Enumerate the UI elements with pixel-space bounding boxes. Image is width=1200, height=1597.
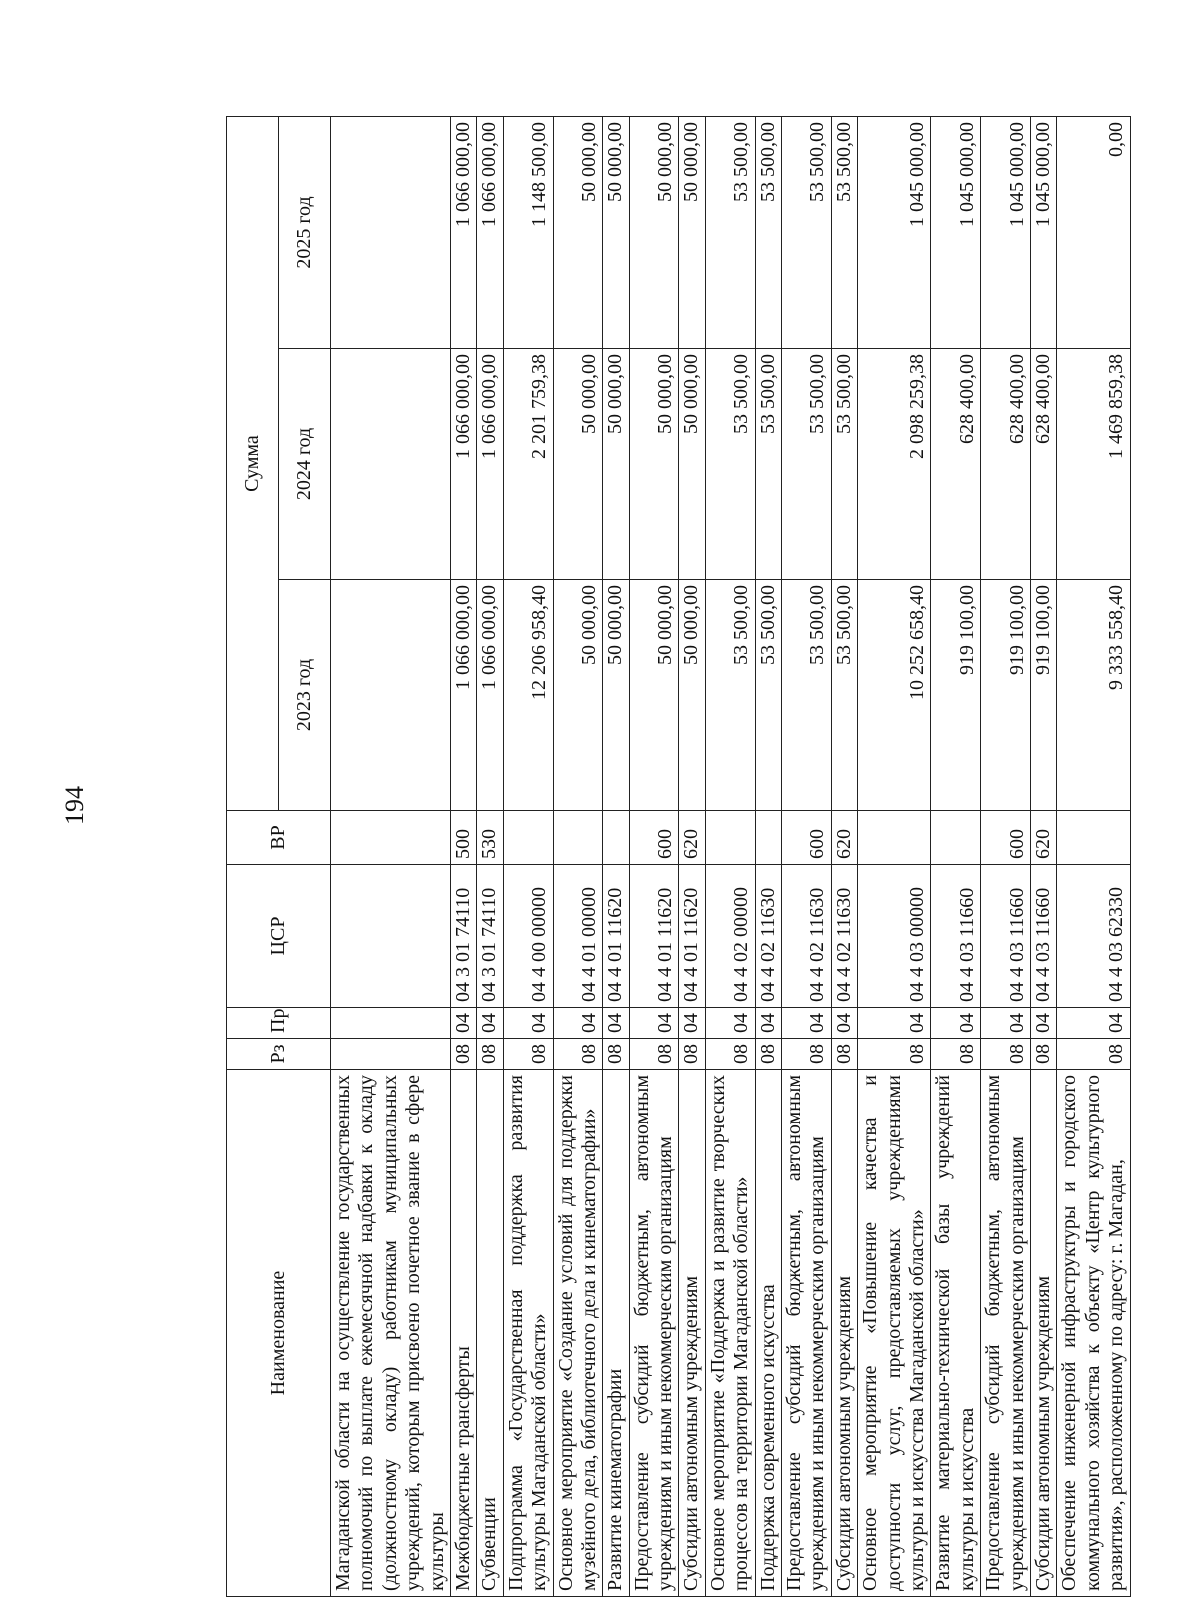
cell-rz: 08 [782, 1039, 832, 1070]
cell-y2024: 50 000,00 [629, 349, 679, 580]
cell-y2025: 50 000,00 [553, 117, 603, 349]
cell-y2023: 1 066 000,00 [450, 580, 476, 811]
cell-y2023: 9 333 558,40 [1057, 580, 1130, 811]
cell-y2023: 50 000,00 [629, 580, 679, 811]
cell-vr [553, 811, 603, 865]
cell-name: Развитие кинематографии [603, 1070, 629, 1597]
header-row-top [227, 117, 279, 1597]
cell-name: Предоставление субсидий бюджетным, автономным учреждениям и иным некоммерческим организациям [782, 1070, 832, 1597]
cell-y2023: 12 206 958,40 [503, 580, 553, 811]
cell-vr: 500 [450, 811, 476, 865]
cell-rz: 08 [858, 1039, 931, 1070]
cell-vr [858, 811, 931, 865]
cell-pr: 04 [679, 1008, 705, 1039]
budget-table [226, 116, 1131, 1597]
cell-y2025: 53 500,00 [782, 117, 832, 349]
cell-y2024: 1 469 859,38 [1057, 349, 1130, 580]
table-row [858, 117, 931, 1597]
cell-rz: 08 [629, 1039, 679, 1070]
cell-rz: 08 [1057, 1039, 1130, 1070]
cell-y2024: 1 066 000,00 [450, 349, 476, 580]
cell-pr: 04 [1030, 1008, 1056, 1039]
cell-y2025: 50 000,00 [603, 117, 629, 349]
header-2024: 2024 год [279, 349, 331, 580]
table-row [1057, 117, 1130, 1597]
cell-y2025: 1 045 000,00 [931, 117, 981, 349]
cell-vr: 620 [679, 811, 705, 865]
cell-csr: 04 4 00 00000 [503, 865, 553, 1008]
cell-pr: 04 [503, 1008, 553, 1039]
cell-csr: 04 4 02 00000 [705, 865, 755, 1008]
cell-y2025: 53 500,00 [831, 117, 857, 349]
cell-rz: 08 [981, 1039, 1031, 1070]
cell-pr: 04 [553, 1008, 603, 1039]
cell-y2025: 50 000,00 [629, 117, 679, 349]
page-number: 194 [60, 786, 89, 825]
header-name: Наименование [227, 1070, 331, 1597]
cell-vr [705, 811, 755, 865]
table-row [603, 117, 629, 1597]
cell-y2025 [331, 117, 451, 349]
cell-pr: 04 [477, 1008, 503, 1039]
cell-y2023: 53 500,00 [831, 580, 857, 811]
table-row [831, 117, 857, 1597]
cell-y2024 [331, 349, 451, 580]
cell-name: Обеспечение инженерной инфраструктуры и городского коммунального хозяйства к объекту «Центр культурного развития», расположенному по адресу: г. Магадан, [1057, 1070, 1130, 1597]
cell-pr: 04 [603, 1008, 629, 1039]
cell-vr [931, 811, 981, 865]
table-row [450, 117, 476, 1597]
cell-y2025: 50 000,00 [679, 117, 705, 349]
cell-rz: 08 [450, 1039, 476, 1070]
cell-pr: 04 [782, 1008, 832, 1039]
cell-pr: 04 [629, 1008, 679, 1039]
cell-y2023: 53 500,00 [782, 580, 832, 811]
cell-vr: 530 [477, 811, 503, 865]
header-vr: ВР [227, 811, 331, 865]
cell-y2023 [331, 580, 451, 811]
table-body [331, 117, 1131, 1597]
header-2025: 2025 год [279, 117, 331, 349]
cell-y2024: 53 500,00 [831, 349, 857, 580]
cell-vr: 600 [629, 811, 679, 865]
cell-csr: 04 4 01 11620 [603, 865, 629, 1008]
cell-csr: 04 4 01 00000 [553, 865, 603, 1008]
cell-csr: 04 4 02 11630 [782, 865, 832, 1008]
header-pr: Пр [227, 1008, 331, 1039]
table-row [331, 117, 451, 1597]
cell-csr [331, 865, 451, 1008]
cell-y2023: 50 000,00 [603, 580, 629, 811]
cell-y2024: 2 201 759,38 [503, 349, 553, 580]
cell-pr: 04 [450, 1008, 476, 1039]
table-header [227, 117, 331, 1597]
cell-name: Субсидии автономным учреждениям [831, 1070, 857, 1597]
cell-y2023: 50 000,00 [679, 580, 705, 811]
cell-vr [1057, 811, 1130, 865]
cell-vr [603, 811, 629, 865]
cell-rz: 08 [679, 1039, 705, 1070]
cell-name: Предоставление субсидий бюджетным, автономным учреждениям и иным некоммерческим организациям [981, 1070, 1031, 1597]
cell-pr: 04 [981, 1008, 1031, 1039]
cell-vr [503, 811, 553, 865]
cell-name: Магаданской области на осуществление государственных полномочий по выплате ежемесячной надбавки к окладу (должностному окладу) работникам муниципальных учреждений, которым присвоено почетное звание в сфере культуры [331, 1070, 451, 1597]
cell-y2023: 50 000,00 [553, 580, 603, 811]
cell-y2025: 1 045 000,00 [858, 117, 931, 349]
cell-csr: 04 4 03 00000 [858, 865, 931, 1008]
cell-y2024: 2 098 259,38 [858, 349, 931, 580]
cell-y2025: 0,00 [1057, 117, 1130, 349]
cell-y2023: 919 100,00 [1030, 580, 1056, 811]
cell-vr: 600 [782, 811, 832, 865]
cell-y2024: 50 000,00 [603, 349, 629, 580]
cell-csr: 04 4 03 11660 [1030, 865, 1056, 1008]
cell-y2025: 53 500,00 [705, 117, 755, 349]
cell-y2024: 628 400,00 [981, 349, 1031, 580]
cell-rz: 08 [931, 1039, 981, 1070]
cell-vr: 600 [981, 811, 1031, 865]
cell-rz: 08 [503, 1039, 553, 1070]
cell-y2024: 628 400,00 [1030, 349, 1056, 580]
cell-name: Межбюджетные трансферты [450, 1070, 476, 1597]
table-row [1030, 117, 1056, 1597]
cell-y2023: 10 252 658,40 [858, 580, 931, 811]
cell-pr: 04 [1057, 1008, 1130, 1039]
table-row [755, 117, 781, 1597]
cell-pr: 04 [831, 1008, 857, 1039]
cell-pr: 04 [705, 1008, 755, 1039]
cell-csr: 04 4 01 11620 [679, 865, 705, 1008]
cell-name: Субсидии автономным учреждениям [679, 1070, 705, 1597]
cell-y2024: 53 500,00 [782, 349, 832, 580]
cell-rz: 08 [755, 1039, 781, 1070]
cell-vr: 620 [831, 811, 857, 865]
cell-name: Предоставление субсидий бюджетным, автономным учреждениям и иным некоммерческим организациям [629, 1070, 679, 1597]
table-row [679, 117, 705, 1597]
header-sum: Сумма [227, 117, 279, 811]
cell-name: Основное мероприятие «Создание условий для поддержки музейного дела, библиотечного дела и кинематографии» [553, 1070, 603, 1597]
cell-csr: 04 4 03 62330 [1057, 865, 1130, 1008]
table-row [705, 117, 755, 1597]
cell-rz: 08 [705, 1039, 755, 1070]
cell-y2024: 1 066 000,00 [477, 349, 503, 580]
table-row [503, 117, 553, 1597]
cell-y2023: 53 500,00 [755, 580, 781, 811]
cell-name: Подпрограмма «Государственная поддержка развития культуры Магаданской области» [503, 1070, 553, 1597]
cell-rz: 08 [1030, 1039, 1056, 1070]
cell-pr [331, 1008, 451, 1039]
cell-vr [755, 811, 781, 865]
cell-y2024: 50 000,00 [679, 349, 705, 580]
cell-name: Основное мероприятие «Поддержка и развитие творческих процессов на территории Магаданской области» [705, 1070, 755, 1597]
cell-csr: 04 4 02 11630 [831, 865, 857, 1008]
cell-pr: 04 [755, 1008, 781, 1039]
header-rz: Рз [227, 1039, 331, 1070]
cell-y2025: 1 066 000,00 [450, 117, 476, 349]
cell-name: Субсидии автономным учреждениям [1030, 1070, 1056, 1597]
cell-name: Поддержка современного искусства [755, 1070, 781, 1597]
cell-vr: 620 [1030, 811, 1056, 865]
cell-csr: 04 4 01 11620 [629, 865, 679, 1008]
cell-rz: 08 [603, 1039, 629, 1070]
table-row [553, 117, 603, 1597]
cell-rz: 08 [553, 1039, 603, 1070]
cell-y2023: 919 100,00 [931, 580, 981, 811]
cell-csr: 04 4 02 11630 [755, 865, 781, 1008]
cell-csr: 04 4 03 11660 [931, 865, 981, 1008]
cell-y2024: 628 400,00 [931, 349, 981, 580]
cell-y2024: 53 500,00 [705, 349, 755, 580]
table-row [477, 117, 503, 1597]
cell-y2025: 1 148 500,00 [503, 117, 553, 349]
cell-name: Субвенции [477, 1070, 503, 1597]
cell-name: Основное мероприятие «Повышение качества и доступности услуг, предоставляемых учреждениями культуры и искусства Магаданской области» [858, 1070, 931, 1597]
table-row [981, 117, 1031, 1597]
cell-vr [331, 811, 451, 865]
table-row [782, 117, 832, 1597]
cell-y2025: 53 500,00 [755, 117, 781, 349]
cell-y2024: 50 000,00 [553, 349, 603, 580]
cell-y2025: 1 066 000,00 [477, 117, 503, 349]
cell-csr: 04 4 03 11660 [981, 865, 1031, 1008]
rotated-table-wrapper [226, 117, 1152, 1597]
cell-y2025: 1 045 000,00 [1030, 117, 1056, 349]
cell-rz: 08 [831, 1039, 857, 1070]
cell-y2023: 1 066 000,00 [477, 580, 503, 811]
cell-csr: 04 3 01 74110 [450, 865, 476, 1008]
cell-pr: 04 [931, 1008, 981, 1039]
header-csr: ЦСР [227, 865, 331, 1008]
cell-csr: 04 3 01 74110 [477, 865, 503, 1008]
cell-pr: 04 [858, 1008, 931, 1039]
cell-y2023: 919 100,00 [981, 580, 1031, 811]
table-row [629, 117, 679, 1597]
cell-rz [331, 1039, 451, 1070]
cell-rz: 08 [477, 1039, 503, 1070]
cell-y2023: 53 500,00 [705, 580, 755, 811]
header-2023: 2023 год [279, 580, 331, 811]
cell-name: Развитие материально-технической базы учреждений культуры и искусства [931, 1070, 981, 1597]
cell-y2025: 1 045 000,00 [981, 117, 1031, 349]
table-row [931, 117, 981, 1597]
cell-y2024: 53 500,00 [755, 349, 781, 580]
